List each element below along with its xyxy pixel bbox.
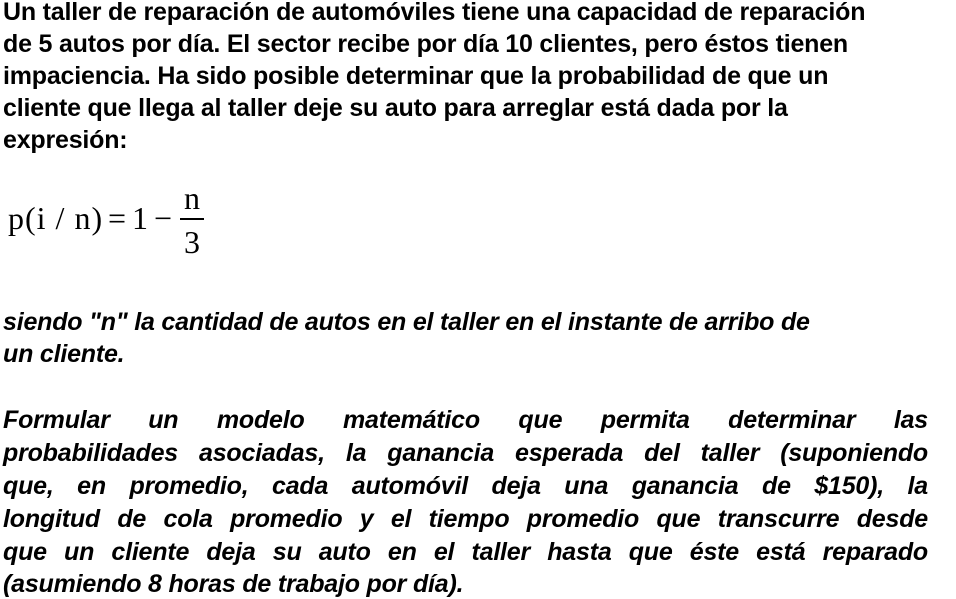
formula-minus: − — [154, 200, 173, 236]
intro-line-1: Un taller de reparación de automóviles tiene una capacidad de reparación — [3, 0, 866, 26]
intro-line-2: de 5 autos por día. El sector recibe por día 10 clientes, pero éstos tienen — [3, 30, 848, 58]
formula-numerator: n — [184, 180, 200, 216]
task-line-4: longitud de cola promedio y el tiempo promedio que transcurre desde — [3, 505, 928, 533]
intro-line-3: impaciencia. Ha sido posible determinar que la probabilidad de que un — [3, 62, 829, 90]
definition-line-2: un cliente. — [3, 340, 125, 368]
formula-denominator: 3 — [184, 224, 200, 260]
formula-lhs: p(i / n) — [8, 200, 104, 236]
intro-line-5: expresión: — [3, 126, 128, 154]
task-line-3: que, en promedio, cada automóvil deja una ganancia de $150), la — [3, 472, 928, 500]
intro-line-4: cliente que llega al taller deje su auto para arreglar está dada por la — [3, 94, 788, 122]
formula-one: 1 — [132, 200, 148, 236]
task-line-6: (asumiendo 8 horas de trabajo por día). — [3, 570, 464, 598]
fraction-bar — [180, 218, 204, 220]
definition-line-1: siendo "n" la cantidad de autos en el taller en el instante de arribo de — [3, 308, 810, 336]
task-line-5: que un cliente deja su auto en el taller hasta que éste está reparado — [3, 538, 928, 566]
task-line-1: Formular un modelo matemático que permita determinar las — [3, 406, 928, 434]
task-line-2: probabilidades asociadas, la ganancia esperada del taller (suponiendo — [3, 439, 928, 467]
formula-equals: = — [108, 200, 127, 236]
